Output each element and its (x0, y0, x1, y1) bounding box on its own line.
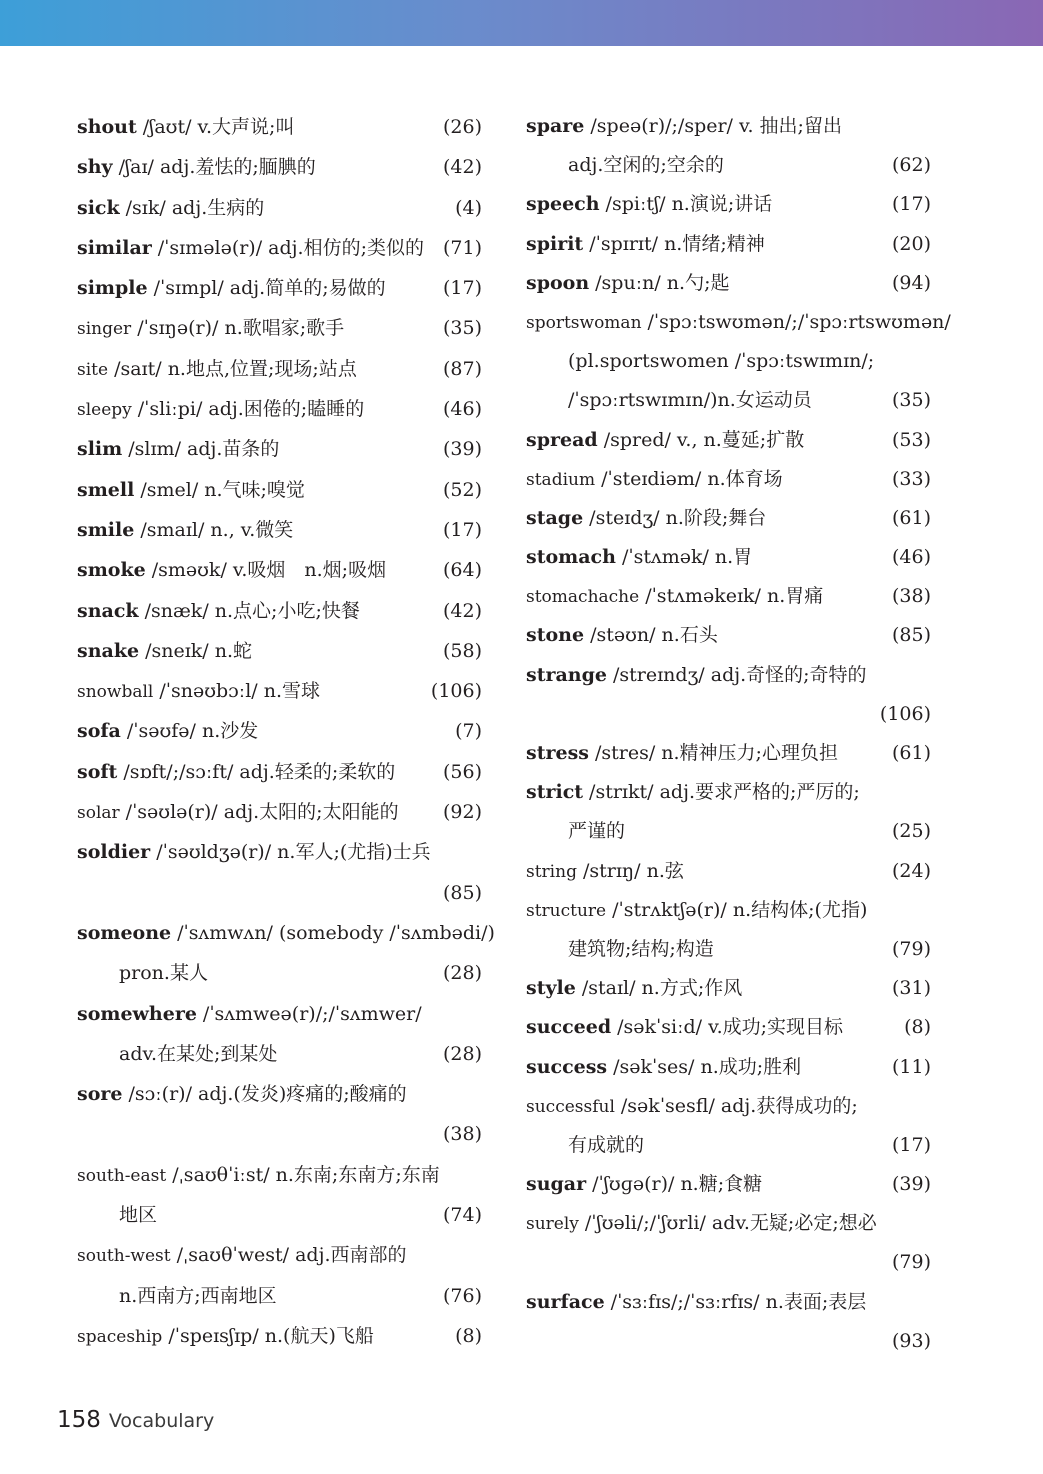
headword: stage (526, 506, 584, 529)
unit-reference: (85) (891, 624, 931, 647)
unit-reference: (106) (430, 680, 482, 703)
vocab-entry-continuation (526, 695, 931, 734)
pronunciation-definition: /streɪndʒ/ adj.奇怪的;奇特的 (612, 663, 867, 686)
headword: smoke (77, 559, 146, 582)
vocab-entry (77, 631, 482, 671)
vocab-entry-continuation (77, 1114, 482, 1154)
vocab-entry-continuation (77, 953, 482, 993)
pronunciation-definition: /sməʊk/ v.吸烟 n.烟;吸烟 (151, 559, 387, 582)
vocab-entry (526, 460, 931, 499)
unit-reference: (53) (891, 428, 931, 451)
vocab-entry (77, 1235, 482, 1275)
headword: sore (77, 1083, 123, 1106)
vocab-entry (526, 1048, 931, 1087)
unit-reference: (24) (891, 859, 931, 882)
headword: slim (77, 438, 123, 461)
pronunciation-definition: /ˈsɪŋə(r)/ n.歌唱家;歌手 (137, 317, 345, 340)
vocab-entry (77, 994, 482, 1034)
unit-reference: (39) (442, 438, 482, 461)
vocab-entry (526, 773, 931, 812)
pronunciation-definition: /spuːn/ n.勺;匙 (595, 271, 730, 294)
unit-reference: (79) (891, 1251, 931, 1274)
vocab-entry-continuation (526, 1322, 931, 1361)
headword: strange (526, 663, 607, 686)
pronunciation-definition: /ˈstrʌktʃə(r)/ n.结构体;(尤指) (612, 898, 868, 921)
vocab-entry (77, 349, 482, 389)
headword: somewhere (77, 1002, 197, 1025)
page-footer (57, 1403, 214, 1437)
vocab-entry (77, 389, 482, 429)
pronunciation-definition: /ˈsəʊldʒə(r)/ n.军人;(尤指)士兵 (156, 841, 431, 864)
unit-reference: (85) (442, 881, 482, 904)
pronunciation-definition: pron.某人 (119, 962, 208, 985)
vocab-entry (526, 303, 951, 342)
pronunciation-definition: 有成就的 (568, 1133, 645, 1156)
pronunciation-definition: /səkˈsesfl/ adj.获得成功的; (620, 1094, 858, 1117)
pronunciation-definition: /strɪŋ/ n.弦 (582, 859, 684, 882)
pronunciation-definition: /sɒft/;/sɔːft/ adj.轻柔的;柔软的 (123, 760, 396, 783)
headword: stress (526, 742, 589, 764)
vocab-entry (526, 1087, 931, 1126)
unit-reference: (17) (442, 277, 482, 300)
unit-reference: (64) (442, 559, 482, 582)
pronunciation-definition: /staɪl/ n.方式;作风 (581, 977, 743, 1000)
pronunciation-definition: 建筑物;结构;构造 (568, 937, 714, 960)
pronunciation-definition: /ʃaʊt/ v.大声说;叫 (142, 116, 295, 138)
unit-reference: (4) (455, 196, 482, 219)
headword: snowball (77, 682, 154, 703)
vocab-entry (526, 852, 931, 891)
headword: south-east (77, 1165, 167, 1186)
vocab-entry (526, 1165, 931, 1204)
headword: surface (526, 1290, 605, 1313)
vocab-entry-continuation (526, 381, 931, 420)
vocab-entry (77, 1155, 482, 1195)
headword: stomachache (526, 587, 640, 608)
headword: structure (526, 900, 607, 921)
headword: spare (526, 115, 585, 137)
header-gradient-bar (0, 0, 1043, 46)
headword: shy (77, 156, 113, 179)
vocab-entry (526, 616, 931, 655)
vocab-entry (526, 734, 931, 773)
pronunciation-definition: /ˈsɪmələ(r)/ adj.相仿的;类似的 (157, 236, 424, 259)
vocab-entry (526, 1283, 931, 1322)
vocab-entry-continuation (77, 1276, 482, 1316)
pronunciation-definition: /ˈspɪrɪt/ n.情绪;精神 (589, 232, 765, 255)
vocab-entry (77, 429, 482, 469)
headword: soft (77, 760, 118, 783)
pronunciation-definition: /ˈspeɪsʃɪp/ n.(航天)飞船 (168, 1324, 374, 1347)
vocab-entry (526, 1008, 931, 1047)
pronunciation-definition: /strɪkt/ adj.要求严格的;严厉的; (589, 781, 860, 804)
headword: stomach (526, 546, 616, 569)
headword: spoon (526, 271, 590, 294)
unit-reference: (38) (442, 1123, 482, 1146)
headword: solar (77, 803, 120, 824)
unit-reference: (106) (879, 702, 931, 725)
vocab-entry-continuation (526, 1126, 931, 1165)
unit-reference: (52) (442, 478, 482, 501)
pronunciation-definition: /ˈspɔːtswʊmən/;/ˈspɔːrtswʊmən/ (647, 310, 951, 333)
headword: soldier (77, 841, 151, 864)
pronunciation-definition: /saɪt/ n.地点,位置;现场;站点 (114, 357, 357, 380)
vocab-entry (77, 1074, 482, 1114)
vocab-entry-continuation (526, 930, 931, 969)
vocabulary-column-left (77, 107, 495, 1356)
vocab-entry-continuation (526, 812, 931, 851)
unit-reference: (8) (904, 1016, 931, 1039)
vocab-entry (526, 1204, 931, 1243)
vocab-entry (526, 421, 931, 460)
unit-reference: (74) (442, 1204, 482, 1227)
vocab-entry (77, 470, 482, 510)
vocab-entry (77, 591, 482, 631)
unit-reference: (46) (442, 398, 482, 421)
vocab-entry (526, 225, 931, 264)
unit-reference: (35) (442, 317, 482, 340)
unit-reference: (17) (442, 518, 482, 541)
pronunciation-definition: n.西南方;西南地区 (119, 1284, 277, 1307)
headword: south-west (77, 1246, 171, 1267)
section-label: Vocabulary (108, 1410, 215, 1432)
unit-reference: (38) (891, 585, 931, 608)
pronunciation-definition: /sɔː(r)/ adj.(发炎)疼痛的;酸痛的 (128, 1083, 407, 1106)
vocab-entry (77, 188, 482, 228)
pronunciation-definition: /ˈsəʊfə/ n.沙发 (126, 720, 259, 743)
headword: snake (77, 639, 140, 662)
unit-reference: (26) (442, 116, 482, 138)
unit-reference: (39) (891, 1173, 931, 1196)
headword: smile (77, 518, 135, 541)
pronunciation-definition: /smaɪl/ n., v.微笑 (140, 518, 294, 541)
unit-reference: (61) (891, 506, 931, 529)
vocab-entry-continuation (77, 1195, 482, 1235)
vocab-entry (526, 891, 931, 930)
headword: spaceship (77, 1326, 163, 1347)
vocab-entry (77, 510, 482, 550)
unit-reference: (62) (891, 154, 931, 177)
headword: stadium (526, 469, 596, 490)
headword: shout (77, 116, 137, 138)
pronunciation-definition: /ˈsteɪdiəm/ n.体育场 (601, 467, 783, 490)
pronunciation-definition: /ˈʃʊɡə(r)/ n.糖;食糖 (592, 1173, 763, 1196)
pronunciation-definition: /speə(r)/;/sper/ v. 抽出;留出 (590, 115, 842, 137)
unit-reference: (7) (455, 720, 482, 743)
vocab-entry (526, 264, 931, 303)
unit-reference: (94) (891, 271, 931, 294)
headword: singer (77, 319, 132, 340)
pronunciation-definition: /ˈsʌmweə(r)/;/ˈsʌmwer/ (202, 1002, 422, 1025)
vocab-entry (526, 538, 931, 577)
pronunciation-definition: /sneɪk/ n.蛇 (145, 639, 253, 662)
pronunciation-definition: adj.空闲的;空余的 (568, 154, 724, 177)
pronunciation-definition: /snæk/ n.点心;小吃;快餐 (144, 599, 360, 622)
vocabulary-column-right (526, 107, 951, 1361)
headword: strict (526, 781, 584, 804)
headword: spirit (526, 232, 584, 255)
vocab-entry (77, 792, 482, 832)
unit-reference: (17) (891, 193, 931, 216)
unit-reference: (35) (891, 389, 931, 412)
unit-reference: (93) (891, 1329, 931, 1352)
headword: similar (77, 236, 152, 259)
vocab-entry (77, 268, 482, 308)
vocab-entry (526, 577, 931, 616)
unit-reference: (31) (891, 977, 931, 1000)
headword: sleepy (77, 400, 132, 421)
pronunciation-definition: /ˈsliːpi/ adj.困倦的;瞌睡的 (137, 398, 365, 421)
headword: stone (526, 624, 585, 647)
pronunciation-definition: /ʃaɪ/ adj.羞怯的;腼腆的 (118, 156, 316, 179)
unit-reference: (8) (455, 1324, 482, 1347)
vocab-entry-continuation (77, 873, 482, 913)
vocab-entry-continuation (526, 1243, 931, 1282)
headword: success (526, 1055, 608, 1078)
headword: someone (77, 921, 172, 944)
pronunciation-definition: /sɪk/ adj.生病的 (125, 196, 265, 219)
unit-reference: (42) (442, 156, 482, 179)
pronunciation-definition: /ˈsɜːfɪs/;/ˈsɜːrfɪs/ n.表面;表层 (610, 1290, 867, 1313)
vocab-entry (77, 308, 482, 348)
vocab-entry (77, 147, 482, 187)
unit-reference: (33) (891, 467, 931, 490)
unit-reference: (56) (442, 760, 482, 783)
unit-reference: (20) (891, 232, 931, 255)
vocab-entry (77, 1316, 482, 1356)
headword: surely (526, 1214, 579, 1235)
vocab-entry-continuation (526, 342, 931, 381)
headword: speech (526, 193, 600, 216)
pronunciation-definition: /ˌsaʊθˈiːst/ n.东南;东南方;东南 (172, 1163, 440, 1186)
headword: successful (526, 1096, 615, 1117)
vocab-entry (526, 107, 931, 146)
headword: sugar (526, 1173, 587, 1196)
headword: succeed (526, 1016, 612, 1039)
pronunciation-definition: 地区 (119, 1204, 158, 1227)
pronunciation-definition: /ˈsɪmpl/ adj.简单的;易做的 (153, 277, 386, 300)
pronunciation-definition: /ˈstʌmək/ n.胃 (621, 546, 753, 569)
pronunciation-definition: adv.在某处;到某处 (119, 1042, 278, 1065)
headword: spread (526, 428, 598, 451)
pronunciation-definition: /ˈʃʊəli/;/ˈʃʊrli/ adv.无疑;必定;想必 (584, 1212, 877, 1235)
pronunciation-definition: /ˈsʌmwʌn/ (somebody /ˈsʌmbədi/) (177, 921, 495, 944)
pronunciation-definition: /smel/ n.气味;嗅觉 (140, 478, 305, 501)
vocab-entry (77, 228, 482, 268)
unit-reference: (76) (442, 1284, 482, 1307)
pronunciation-definition: /stəʊn/ n.石头 (590, 624, 718, 647)
pronunciation-definition: /stres/ n.精神压力;心理负担 (594, 742, 838, 764)
unit-reference: (11) (891, 1055, 931, 1078)
unit-reference: (71) (442, 236, 482, 259)
unit-reference: (92) (442, 801, 482, 824)
pronunciation-definition: /ˈsəʊlə(r)/ adj.太阳的;太阳能的 (125, 801, 399, 824)
vocab-entry (77, 752, 482, 792)
unit-reference: (42) (442, 599, 482, 622)
vocab-entry (77, 550, 482, 590)
unit-reference: (79) (891, 937, 931, 960)
headword: simple (77, 277, 148, 300)
unit-reference: (61) (891, 742, 931, 764)
headword: style (526, 977, 576, 1000)
pronunciation-definition: /ˈspɔːrtswɪmɪn/)n.女运动员 (568, 389, 812, 412)
headword: sick (77, 196, 120, 219)
vocab-entry-continuation (526, 146, 931, 185)
pronunciation-definition: /səkˈses/ n.成功;胜利 (613, 1055, 802, 1078)
vocab-entry (77, 107, 482, 147)
pronunciation-definition: /ˌsaʊθˈwest/ adj.西南部的 (176, 1244, 407, 1267)
vocab-entry (526, 656, 931, 695)
headword: sportswoman (526, 312, 642, 333)
pronunciation-definition: 严谨的 (568, 820, 626, 843)
pronunciation-definition: /spred/ v., n.蔓延;扩散 (603, 428, 805, 451)
headword: string (526, 861, 577, 882)
pronunciation-definition: /spiːtʃ/ n.演说;讲话 (605, 193, 773, 216)
headword: snack (77, 599, 139, 622)
pronunciation-definition: (pl.sportswomen /ˈspɔːtswɪmɪn/; (568, 350, 875, 373)
unit-reference: (58) (442, 639, 482, 662)
vocab-entry (526, 499, 931, 538)
unit-reference: (25) (891, 820, 931, 843)
unit-reference: (17) (891, 1133, 931, 1156)
headword: site (77, 359, 109, 380)
vocab-entry-continuation (77, 1034, 482, 1074)
pronunciation-definition: /ˈsnəʊbɔːl/ n.雪球 (159, 680, 320, 703)
vocab-entry (77, 671, 482, 711)
headword: sofa (77, 720, 121, 743)
headword: smell (77, 478, 135, 501)
unit-reference: (28) (442, 962, 482, 985)
pronunciation-definition: /steɪdʒ/ n.阶段;舞台 (589, 506, 767, 529)
pronunciation-definition: /ˈstʌməkeɪk/ n.胃痛 (645, 585, 824, 608)
pronunciation-definition: /slɪm/ adj.苗条的 (128, 438, 280, 461)
vocab-entry (77, 913, 495, 953)
unit-reference: (87) (442, 357, 482, 380)
page-number: 158 (57, 1407, 101, 1433)
unit-reference: (28) (442, 1042, 482, 1065)
vocab-entry (77, 711, 482, 751)
vocab-entry (526, 969, 931, 1008)
vocab-entry (526, 185, 931, 224)
unit-reference: (46) (891, 546, 931, 569)
pronunciation-definition: /səkˈsiːd/ v.成功;实现目标 (617, 1016, 844, 1039)
vocab-entry (77, 832, 482, 872)
